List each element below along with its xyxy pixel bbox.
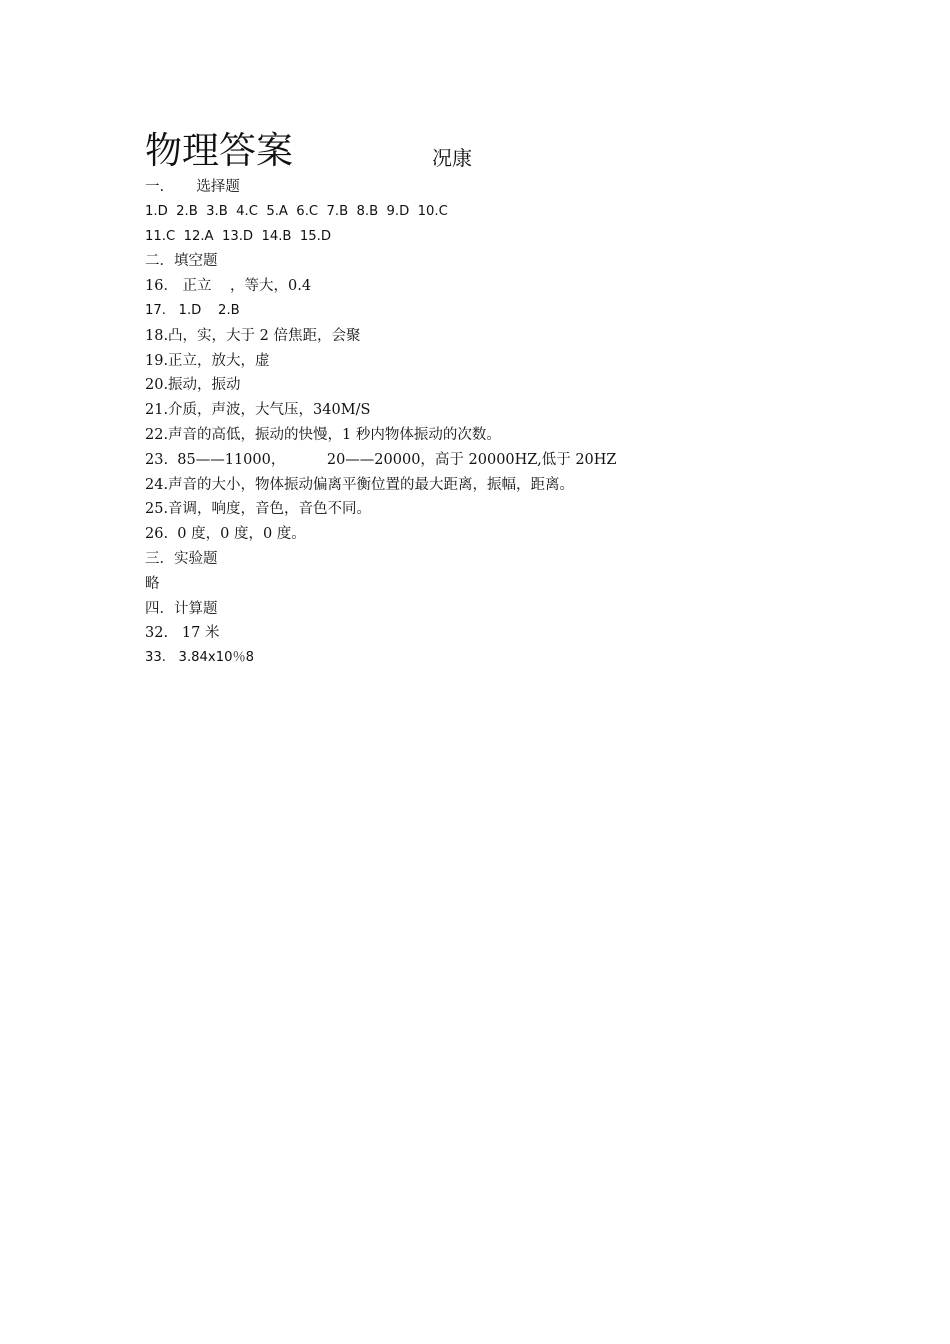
answer-line: 23. 85——11000， 20——20000，高于 20000HZ,低于 20HZ (145, 451, 617, 468)
answer-line: 22.声音的高低，振动的快慢，1 秒内物体振动的次数。 (145, 426, 501, 443)
answer-line: 1.D 2.B 3.B 4.C 5.A 6.C 7.B 8.B 9.D 10.C (145, 203, 448, 219)
answer-line: 19.正立，放大，虚 (145, 352, 270, 369)
answer-line: 16． 正立 ，等大，0.4 (145, 278, 312, 295)
section-heading-calculation: 四．计算题 (145, 600, 218, 617)
answer-line: 33. 3.84x10％8 (145, 650, 255, 666)
document-title: 物理答案 (145, 129, 293, 172)
answer-line: 20.振动，振动 (145, 377, 241, 394)
section-heading-choice: 一. 选择题 (145, 179, 240, 195)
answer-line: 17. 1.D 2.B (145, 302, 240, 318)
section-heading-fill: 二．填空题 (145, 253, 218, 270)
answer-line: 略 (145, 575, 160, 592)
author-name: 况康 (432, 146, 472, 170)
answer-line: 11.C 12.A 13.D 14.B 15.D (145, 228, 331, 244)
answer-list (145, 175, 865, 671)
answer-line: 18.凸，实，大于 2 倍焦距，会聚 (145, 327, 361, 344)
section-heading-experiment: 三．实验题 (145, 550, 218, 567)
answer-line: 32. 17 米 (145, 625, 220, 642)
answer-line: 21.介质，声波，大气压，340M/S (145, 402, 371, 419)
title-row (145, 127, 745, 179)
answer-line: 26. 0 度，0 度，0 度。 (145, 526, 306, 543)
answer-line: 25.音调，响度，音色，音色不同。 (145, 501, 372, 518)
answer-line: 24.声音的大小，物体振动偏离平衡位置的最大距离，振幅，距离。 (145, 476, 575, 493)
